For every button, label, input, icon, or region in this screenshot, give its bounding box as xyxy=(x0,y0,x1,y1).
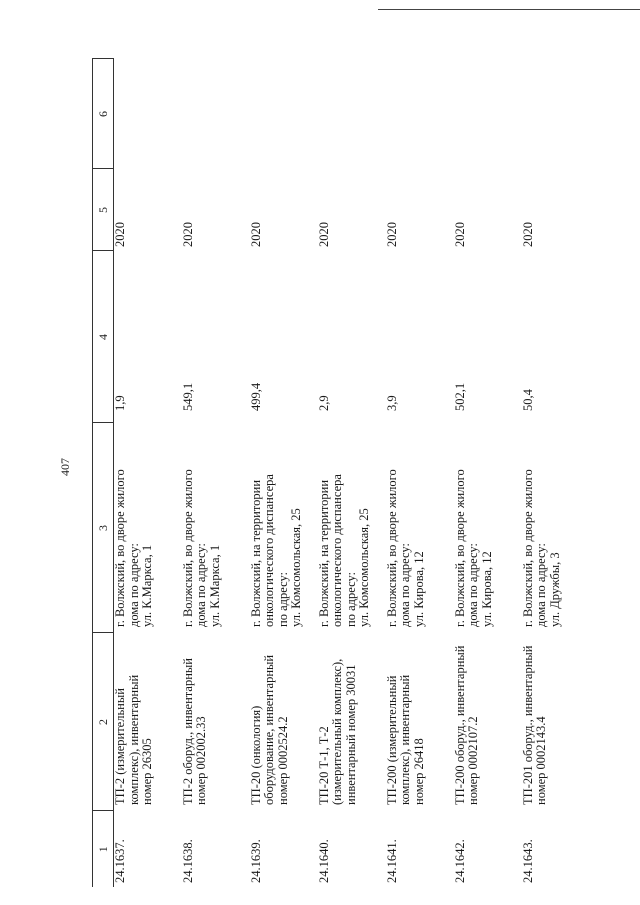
object-note xyxy=(386,59,454,169)
object-name-line: ТП-2 (измерительный xyxy=(113,688,127,805)
table-row xyxy=(318,59,386,887)
object-address xyxy=(318,423,386,633)
table-row xyxy=(522,59,582,887)
object-name-line: (измерительный комплекс), xyxy=(330,658,344,805)
object-name-line: номер 0002143.4 xyxy=(534,716,548,805)
table-row xyxy=(250,59,318,887)
row-number: 24.1642. xyxy=(452,839,467,883)
object-address-line: г. Волжский, на территории xyxy=(248,479,263,627)
object-area: 2,9 xyxy=(316,395,331,411)
object-note xyxy=(318,59,386,169)
object-address-line: дома по адресу: xyxy=(126,543,141,627)
object-year: 2020 xyxy=(520,222,535,247)
object-address-line: дома по адресу: xyxy=(466,543,480,627)
object-address-line: дома по адресу: xyxy=(534,543,548,627)
object-name-line: ТП-20 Т-1, Т-2 xyxy=(316,726,331,805)
object-area: 50,4 xyxy=(520,389,535,411)
object-address-line: дома по адресу: xyxy=(398,543,412,627)
object-note xyxy=(114,59,182,169)
object-year: 2020 xyxy=(113,222,127,247)
object-address-line: ул. К.Маркса, 1 xyxy=(140,544,154,627)
object-address xyxy=(454,423,522,633)
object-year: 2020 xyxy=(180,222,195,247)
object-area: 499,4 xyxy=(248,382,263,411)
object-address-line: по адресу: xyxy=(343,571,358,627)
header-row xyxy=(93,59,114,887)
object-name xyxy=(318,633,386,811)
object-address-line: г. Волжский, во дворе жилого xyxy=(520,469,535,627)
object-address xyxy=(114,423,182,633)
object-note xyxy=(182,59,250,169)
object-name-line: ТП-200 (измерительный xyxy=(384,675,399,805)
table-row xyxy=(386,59,454,887)
object-year: 2020 xyxy=(316,222,331,247)
object-name-line: ТП-201 оборуд., инвентарный xyxy=(520,645,535,805)
rotated-table-wrapper xyxy=(92,59,580,887)
table-body xyxy=(114,59,582,887)
header-col-4: 4 xyxy=(93,251,114,423)
object-address xyxy=(522,423,582,633)
object-area: 549,1 xyxy=(180,382,195,411)
object-address xyxy=(250,423,318,633)
object-name-line: номер 26418 xyxy=(411,738,426,805)
table-row xyxy=(182,59,250,887)
object-address-line: по адресу: xyxy=(275,571,290,627)
row-number: 24.1643. xyxy=(520,839,535,883)
row-number: 24.1641. xyxy=(384,839,399,883)
header-col-1: 1 xyxy=(93,811,114,887)
object-address-line: ул. Комсомольская, 25 xyxy=(289,508,303,627)
table-row xyxy=(454,59,522,887)
object-name xyxy=(454,633,522,811)
header-col-2: 2 xyxy=(93,633,114,811)
property-table xyxy=(92,59,582,888)
page-number: 407 xyxy=(58,458,72,476)
object-address-line: г. Волжский, во дворе жилого xyxy=(113,469,127,627)
object-address xyxy=(386,423,454,633)
object-note xyxy=(454,59,522,169)
object-address-line: ул. К.Маркса, 1 xyxy=(207,544,222,627)
object-note xyxy=(250,59,318,169)
header-col-5: 5 xyxy=(93,169,114,251)
object-name-line: номер 26305 xyxy=(140,738,154,805)
row-number: 24.1640. xyxy=(316,839,331,883)
header-col-6: 6 xyxy=(93,59,114,169)
object-address-line: г. Волжский, во дворе жилого xyxy=(452,469,467,627)
object-address-line: ул. Комсомольская, 25 xyxy=(357,508,371,627)
object-year: 2020 xyxy=(248,222,263,247)
object-name-line: инвентарный номер 30031 xyxy=(343,664,358,805)
object-name-line: ТП-2 оборуд., инвентарный xyxy=(180,658,195,805)
top-rule xyxy=(378,9,640,10)
table-row xyxy=(114,59,182,887)
object-name xyxy=(386,633,454,811)
object-address-line: г. Волжский, во дворе жилого xyxy=(180,469,195,627)
object-address-line: дома по адресу: xyxy=(194,543,208,627)
row-number: 24.1639. xyxy=(248,839,263,883)
object-address-line: г. Волжский, на территории xyxy=(316,479,331,627)
object-name-line: ТП-200 оборуд., инвентарный xyxy=(452,645,467,805)
object-address-line: онкологического диспансера xyxy=(262,474,276,627)
object-name-line: ТП-20 (онкология) xyxy=(248,705,263,805)
object-note xyxy=(522,59,582,169)
object-name-line: оборудование, инвентарный xyxy=(262,654,276,805)
object-address-line: г. Волжский, во дворе жилого xyxy=(384,469,399,627)
object-name-line: номер 0002524.2 xyxy=(275,716,290,805)
object-name xyxy=(182,633,250,811)
object-name xyxy=(250,633,318,811)
object-year: 2020 xyxy=(452,222,467,247)
object-address-line: онкологического диспансера xyxy=(330,474,344,627)
row-number: 24.1637. xyxy=(113,839,127,883)
object-name-line: комплекс), инвентарный xyxy=(126,674,141,805)
object-name-line: комплекс), инвентарный xyxy=(398,674,412,805)
object-area: 1,9 xyxy=(113,395,127,411)
object-year: 2020 xyxy=(384,222,399,247)
object-address-line: ул. Кирова, 12 xyxy=(479,551,494,627)
header-col-3: 3 xyxy=(93,423,114,633)
object-name-line: номер 002002.33 xyxy=(194,716,208,805)
object-name xyxy=(522,633,582,811)
object-name xyxy=(114,633,182,811)
object-address-line: ул. Кирова, 12 xyxy=(411,551,426,627)
row-number: 24.1638. xyxy=(180,839,195,883)
object-area: 3,9 xyxy=(384,395,399,411)
object-address xyxy=(182,423,250,633)
object-area: 502,1 xyxy=(452,382,467,411)
object-name-line: номер 0002107.2 xyxy=(466,716,480,805)
object-address-line: ул. Дружбы, 3 xyxy=(547,552,562,627)
